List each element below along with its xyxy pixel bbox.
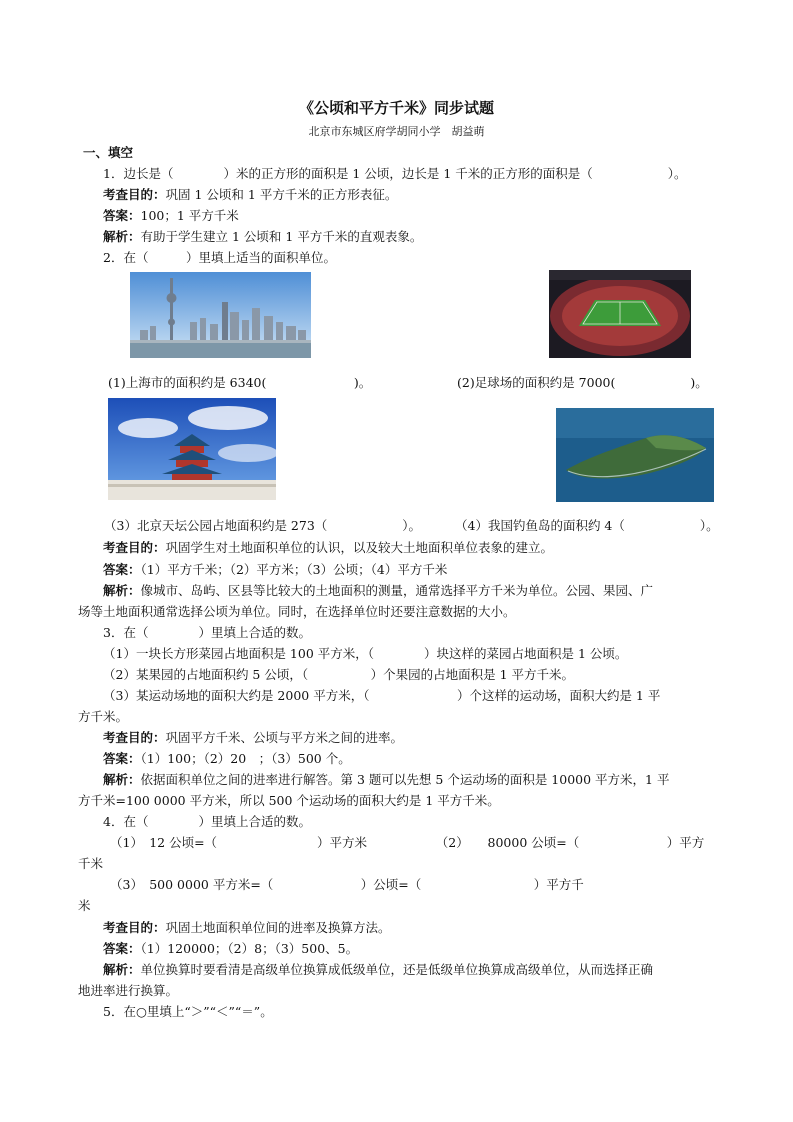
stadium-image xyxy=(549,270,691,358)
answer-text: 100；1 平方千米 xyxy=(140,208,239,223)
purpose-text: 巩固 1 公顷和 1 平方千米的正方形表征。 xyxy=(165,187,398,202)
q4-answer xyxy=(103,941,358,957)
purpose-label: 考查目的： xyxy=(103,540,166,555)
q4-item-2: （3） 500 0000 平方米=（ ）公顷=（ ）平方千 xyxy=(110,877,584,892)
section-heading: 一、填空 xyxy=(83,145,134,160)
purpose-text: 巩固学生对土地面积单位的认识，以及较大土地面积单位表象的建立。 xyxy=(165,540,554,555)
analysis-label: 解析： xyxy=(103,962,141,977)
analysis-text: 单位换算时要看清是高级单位换算成低级单位，还是低级单位换算成高级单位，从而选择正确 xyxy=(140,962,654,977)
analysis-text: 依据面积单位之间的进率进行解答。第 3 题可以先想 5 个运动场的面积是 10000 平方米，1 平 xyxy=(140,772,670,787)
q4-item-1-cont: 千米 xyxy=(78,856,104,871)
purpose-label: 考查目的： xyxy=(103,187,166,202)
q3-analysis-cont: 方千米=100 0000 平方米，所以 500 个运动场的面积大约是 1 平方千米。 xyxy=(78,793,500,808)
q4-purpose xyxy=(103,920,391,936)
analysis-label: 解析： xyxy=(103,583,141,598)
q3-item-1: （1）一块长方形菜园占地面积是 100 平方米，（ ）块这样的菜园占地面积是 1 公顷。 xyxy=(103,646,628,661)
author-line: 北京市东城区府学胡同小学 胡益萌 xyxy=(308,125,485,138)
q3-analysis xyxy=(103,772,669,788)
answer-text: （1）120000；（2）8；（3）500、5。 xyxy=(140,941,359,956)
purpose-text: 巩固平方千米、公顷与平方米之间的进率。 xyxy=(165,730,404,745)
q4-analysis xyxy=(103,962,653,978)
q2-answer xyxy=(103,562,447,578)
q2-analysis xyxy=(103,583,653,599)
q3-item-3-cont: 方千米。 xyxy=(78,709,129,724)
answer-text: （1）平方千米；（2）平方米；（3）公顷；（4）平方千米 xyxy=(140,562,448,577)
q3-item-3: （3）某运动场地的面积大约是 2000 平方米，（ ）个这样的运动场，面积大约是 1 平 xyxy=(103,688,661,703)
purpose-label: 考查目的： xyxy=(103,920,166,935)
analysis-text: 像城市、岛屿、区县等比较大的土地面积的测量，通常选择平方千米为单位。公园、果园、广 xyxy=(140,583,654,598)
q2-item-1: (1)上海市的面积约是 6340( )。 xyxy=(108,375,372,390)
q2-item-2: (2)足球场的面积约是 7000( )。 xyxy=(457,375,708,390)
document-title: 《公顷和平方千米》同步试题 xyxy=(298,99,494,117)
q1-answer xyxy=(103,208,239,224)
purpose-text: 巩固土地面积单位间的进率及换算方法。 xyxy=(165,920,391,935)
q4-item-1: （1） 12 公顷=（ ）平方米 （2） 80000 公顷=（ ）平方 xyxy=(110,835,705,850)
q3-purpose xyxy=(103,730,403,746)
q4-analysis-cont: 地进率进行换算。 xyxy=(78,983,179,998)
q2-analysis-cont: 场等土地面积通常选择公顷为单位。同时，在选择单位时还要注意数据的大小。 xyxy=(78,604,516,619)
q4-item-2-cont: 米 xyxy=(78,898,91,913)
q1-purpose xyxy=(103,187,397,203)
question-1: 1．边长是（ ）米的正方形的面积是 1 公顷，边长是 1 千米的正方形的面积是（ ）。 xyxy=(103,166,687,181)
answer-label: 答案： xyxy=(103,562,141,577)
q2-item-3: （3）北京天坛公园占地面积约是 273（ ）。 xyxy=(104,518,422,533)
shanghai-skyline-image xyxy=(130,272,311,358)
q3-item-2: （2）某果园的占地面积约 5 公顷，（ ）个果园的占地面积是 1 平方千米。 xyxy=(103,667,575,682)
answer-label: 答案： xyxy=(103,751,141,766)
q3-answer xyxy=(103,751,351,767)
q2-purpose xyxy=(103,540,553,556)
analysis-label: 解析： xyxy=(103,229,141,244)
question-5: 5．在○里填上“＞”“＜”“＝”。 xyxy=(103,1004,273,1019)
answer-label: 答案： xyxy=(103,941,141,956)
question-3: 3．在（ ）里填上合适的数。 xyxy=(103,625,311,640)
question-4: 4．在（ ）里填上合适的数。 xyxy=(103,814,311,829)
answer-text: （1）100；（2）20 ；（3）500 个。 xyxy=(140,751,351,766)
diaoyu-island-image xyxy=(556,408,714,502)
analysis-label: 解析： xyxy=(103,772,141,787)
analysis-text: 有助于学生建立 1 公顷和 1 平方千米的直观表象。 xyxy=(140,229,423,244)
answer-label: 答案： xyxy=(103,208,141,223)
q1-analysis xyxy=(103,229,422,245)
purpose-label: 考查目的： xyxy=(103,730,166,745)
temple-of-heaven-image xyxy=(108,398,276,500)
question-2: 2．在（ ）里填上适当的面积单位。 xyxy=(103,250,336,265)
q2-item-4: （4）我国钓鱼岛的面积约 4（ ）。 xyxy=(455,518,719,533)
